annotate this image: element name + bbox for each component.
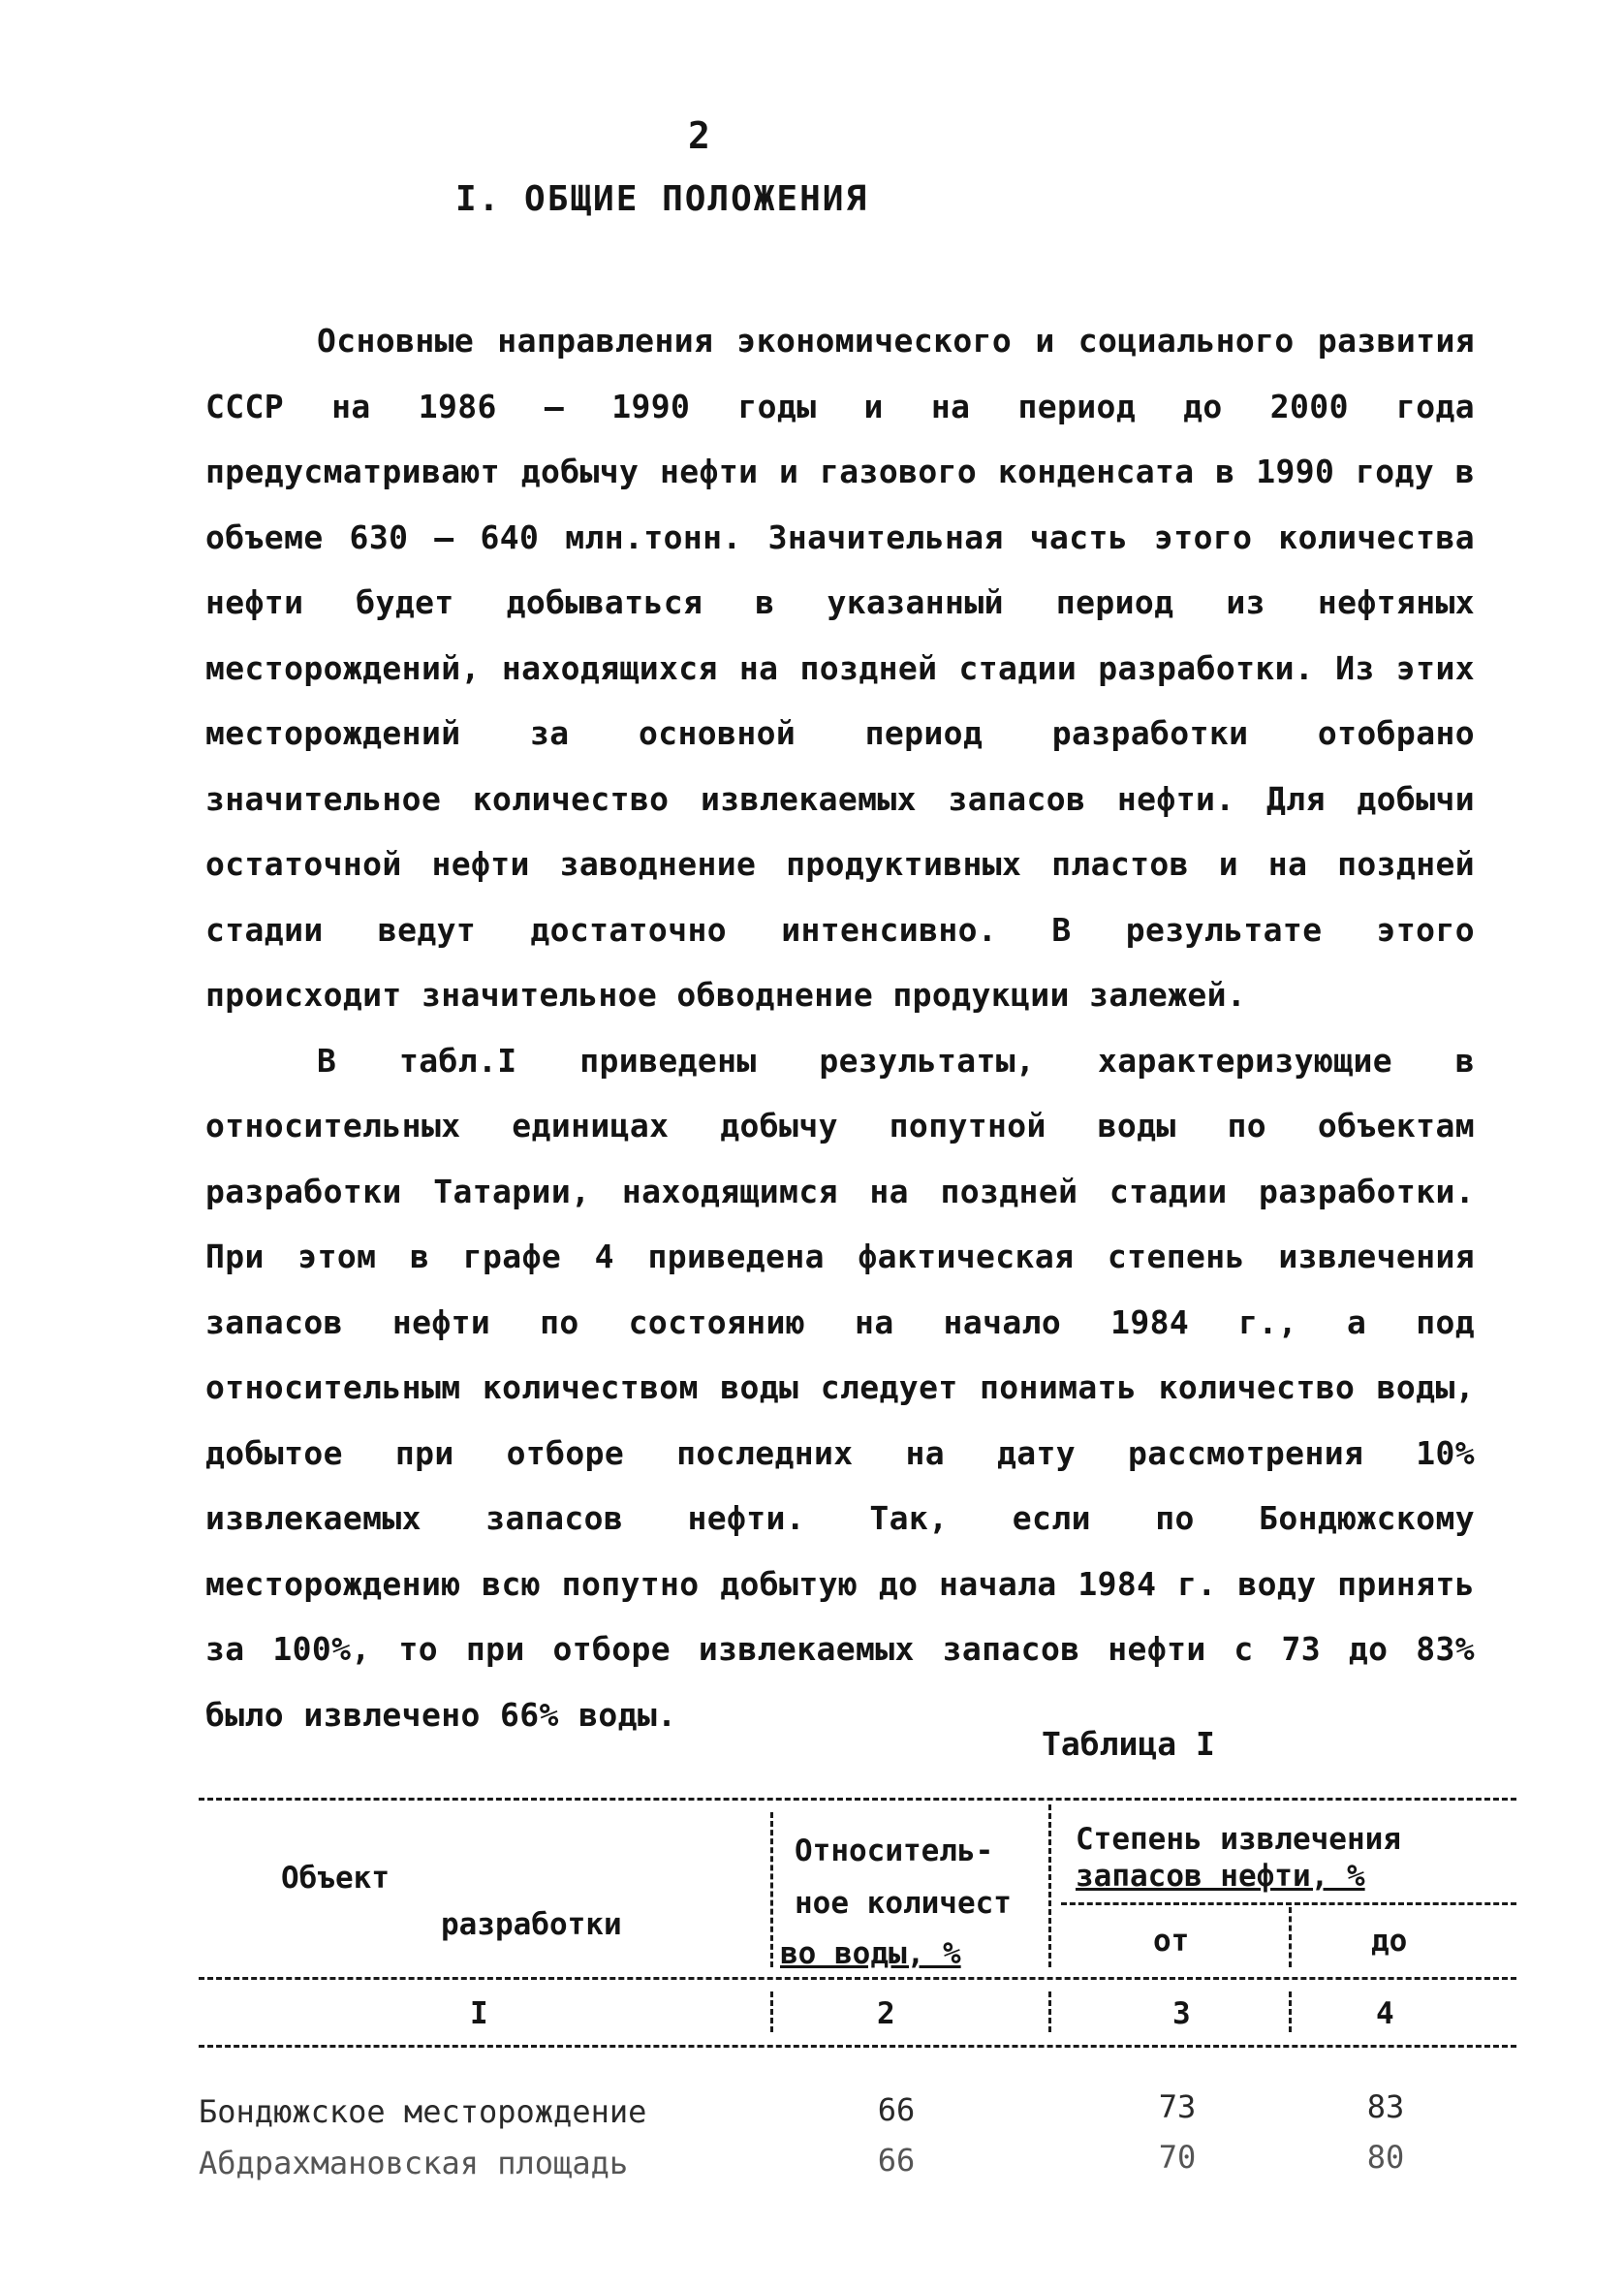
column-number-1: I (470, 1996, 488, 2031)
row-object-name: Бондюжское месторождение (199, 2093, 647, 2130)
header-recovery-2: запасов нефти, % (1076, 1859, 1365, 1894)
column-number-rule (199, 2045, 1516, 2048)
column-number-4: 4 (1376, 1996, 1394, 2031)
header-water-2: ное количест (795, 1886, 1012, 1921)
row-to-value: 83 (1366, 2088, 1405, 2125)
header-recovery-1: Степень извлечения (1076, 1822, 1401, 1857)
paragraph-2: В табл.I приведены результаты, характеризующие в относительных единицах добычу попутной воды по объектам разработки Татарии, находящимся на поздней стадии разработки. При этом в графе 4 приведена фактическая степень извлечения запасов нефти по состоянию на начало 1984 г., а под относительным количеством воды следует понимать количество воды, добытое при отборе последних на дату рассмотрения 10% извлекаемых запасов нефти. Так, если по Бондюжскому месторождению всю попутно добытую до начала 1984 г. воду принять за 100%, то при отборе извлекаемых запасов нефти с 73 до 83% было извлечено 66% воды. (205, 1041, 1475, 1734)
table-top-rule (199, 1798, 1516, 1801)
paragraph-1: Основные направления экономического и социального развития СССР на 1986 – 1990 годы и на период до 2000 года предусматривают добычу нефти и газового конденсата в 1990 году в объеме 630 – 640 млн.тонн. Значительная часть этого количества нефти будет добываться в указанный период из нефтяных месторождений, находящихся на поздней стадии разработки. Из этих месторождений за основной период разработки отобрано значительное количество извлекаемых запасов нефти. Для добычи остаточной нефти заводнение продуктивных пластов и на поздней стадии ведут достаточно интенсивно. В результате этого происходит значительное обводнение продукции залежей. (205, 322, 1475, 1014)
header-water-1: Относитель- (795, 1834, 994, 1868)
col-num-divider-3 (1289, 1991, 1292, 2032)
row-to-value: 80 (1366, 2139, 1405, 2176)
header-from: от (1153, 1924, 1190, 1959)
row-object-name: Абдрахмановская площадь (199, 2145, 629, 2181)
header-to: до (1371, 1924, 1408, 1959)
row-water-value: 66 (877, 2091, 916, 2128)
column-number-2: 2 (877, 1996, 895, 2031)
column-number-3: 3 (1172, 1996, 1191, 2031)
header-water-3: во воды, % (780, 1936, 961, 1971)
table-caption: Таблица I (1042, 1725, 1215, 1763)
col-divider-1 (770, 1812, 773, 1967)
header-object: Объект (281, 1861, 390, 1896)
row-water-value: 66 (877, 2142, 916, 2179)
recovery-header-rule (1061, 1902, 1516, 1905)
row-from-value: 70 (1158, 2139, 1197, 2176)
col-divider-2 (1048, 1804, 1051, 1967)
col-num-divider-1 (770, 1991, 773, 2032)
table-header-rule (199, 1977, 1516, 1980)
body-text (205, 308, 1475, 1747)
col-divider-3 (1289, 1907, 1292, 1967)
page-number: 2 (688, 114, 710, 157)
row-from-value: 73 (1158, 2088, 1197, 2125)
header-object-cont: разработки (441, 1907, 622, 1942)
col-num-divider-2 (1048, 1991, 1051, 2032)
section-heading: I. ОБЩИЕ ПОЛОЖЕНИЯ (455, 179, 869, 219)
